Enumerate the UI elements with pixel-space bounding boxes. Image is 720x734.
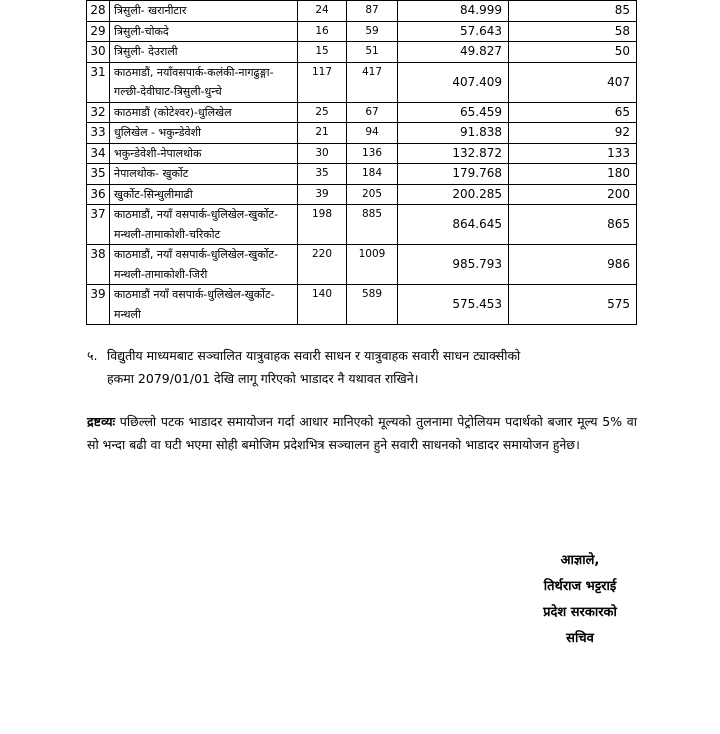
cell-rate: 885 [347,205,398,245]
signature-name: तिर्थराज भट्टराई [543,579,617,594]
cell-calculated-fare: 65.459 [398,102,509,123]
cell-calculated-fare: 84.999 [398,1,509,22]
cell-distance: 220 [298,245,347,285]
cell-calculated-fare: 200.285 [398,184,509,205]
cell-serial: 39 [87,285,110,325]
cell-distance: 25 [298,102,347,123]
cell-route: भकुन्डेवेशी-नेपालथोक [110,143,298,164]
cell-route: काठमाडौं, नयाँ वसपार्क-धुलिखेल-खुर्कोट-मन्थली-तामाकोशी-जिरी [110,245,298,285]
cell-calculated-fare: 575.453 [398,285,509,325]
cell-rate: 205 [347,184,398,205]
cell-calculated-fare: 91.838 [398,123,509,144]
cell-distance: 21 [298,123,347,144]
table-row [87,143,637,164]
cell-calculated-fare: 985.793 [398,245,509,285]
signature-order: आज्ञाले, [560,553,600,568]
table-row [87,245,637,285]
cell-serial: 35 [87,164,110,185]
cell-rate: 87 [347,1,398,22]
cell-rate: 417 [347,62,398,102]
note-5-number: ५. [87,348,98,363]
cell-route: काठमाडौं नयाँ वसपार्क-धुलिखेल-खुर्कोट-मन्थली [110,285,298,325]
remark-paragraph [87,410,637,456]
cell-rate: 184 [347,164,398,185]
cell-final-fare: 58 [509,21,637,42]
cell-serial: 30 [87,42,110,63]
cell-route: त्रिसुली-चोकदे [110,21,298,42]
cell-final-fare: 85 [509,1,637,22]
cell-route: धुलिखेल - भकुन्डेवेशी [110,123,298,144]
fare-table-body [87,1,637,325]
cell-distance: 39 [298,184,347,205]
cell-final-fare: 180 [509,164,637,185]
cell-final-fare: 407 [509,62,637,102]
cell-serial: 38 [87,245,110,285]
cell-serial: 29 [87,21,110,42]
table-row [87,102,637,123]
cell-rate: 589 [347,285,398,325]
remark-label: द्रष्टव्यः [87,414,115,429]
cell-calculated-fare: 49.827 [398,42,509,63]
cell-route: काठमाडौं (कोटेश्वर)-धुलिखेल [110,102,298,123]
table-row [87,62,637,102]
cell-route: खुर्कोट-सिन्धुलीमाढी [110,184,298,205]
fare-table [86,0,637,325]
signature-designation: सचिव [566,631,594,646]
table-row [87,21,637,42]
cell-serial: 32 [87,102,110,123]
cell-rate: 59 [347,21,398,42]
table-row [87,184,637,205]
table-row [87,205,637,245]
cell-distance: 35 [298,164,347,185]
cell-calculated-fare: 864.645 [398,205,509,245]
cell-serial: 33 [87,123,110,144]
cell-distance: 117 [298,62,347,102]
cell-distance: 30 [298,143,347,164]
cell-rate: 67 [347,102,398,123]
cell-serial: 34 [87,143,110,164]
cell-rate: 136 [347,143,398,164]
cell-serial: 36 [87,184,110,205]
cell-final-fare: 200 [509,184,637,205]
cell-final-fare: 986 [509,245,637,285]
cell-distance: 198 [298,205,347,245]
note-5 [87,344,637,390]
cell-final-fare: 65 [509,102,637,123]
cell-calculated-fare: 132.872 [398,143,509,164]
note-5-line-2: हकमा 2079/01/01 देखि लागू गरिएको भाडादर नै यथावत राखिने। [107,371,419,386]
cell-serial: 37 [87,205,110,245]
cell-distance: 24 [298,1,347,22]
table-row [87,1,637,22]
cell-final-fare: 575 [509,285,637,325]
signature-block [480,548,680,652]
cell-distance: 16 [298,21,347,42]
cell-final-fare: 92 [509,123,637,144]
cell-final-fare: 50 [509,42,637,63]
table-row [87,42,637,63]
cell-serial: 31 [87,62,110,102]
cell-distance: 15 [298,42,347,63]
cell-rate: 51 [347,42,398,63]
table-row [87,285,637,325]
cell-calculated-fare: 407.409 [398,62,509,102]
cell-route: काठमाडौं, नयाँ वसपार्क-धुलिखेल-खुर्कोट-मन्थली-तामाकोशी-चरिकोट [110,205,298,245]
cell-serial: 28 [87,1,110,22]
cell-route: नेपालथोक- खुर्कोट [110,164,298,185]
note-5-line-1: विद्युतीय माध्यमबाट सञ्चालित यात्रुवाहक सवारी साधन र यात्रुवाहक सवारी साधन ट्याक्सीको [107,348,521,363]
cell-distance: 140 [298,285,347,325]
cell-final-fare: 865 [509,205,637,245]
remark-text: पछिल्लो पटक भाडादर समायोजन गर्दा आधार मानिएको मूल्यको तुलनामा पेट्रोलियम पदार्थको बजार मूल्य 5% वा सो भन्दा बढी वा घटी भएमा सोही बमोजिम प्रदेशभित्र सञ्चालन हुने सवारी साधनको भाडादर समायोजन हुनेछ। [87,414,637,452]
cell-route: त्रिसुली- खरानीटार [110,1,298,22]
cell-route: त्रिसुली- देउराली [110,42,298,63]
cell-rate: 1009 [347,245,398,285]
signature-office: प्रदेश सरकारको [543,605,617,620]
cell-rate: 94 [347,123,398,144]
cell-final-fare: 133 [509,143,637,164]
table-row [87,164,637,185]
cell-route: काठमाडौं, नयाँवसपार्क-कलंकी-नागढुङ्गा-गल्छी-देवीघाट-त्रिसुली-धुन्चे [110,62,298,102]
cell-calculated-fare: 57.643 [398,21,509,42]
table-row [87,123,637,144]
cell-calculated-fare: 179.768 [398,164,509,185]
